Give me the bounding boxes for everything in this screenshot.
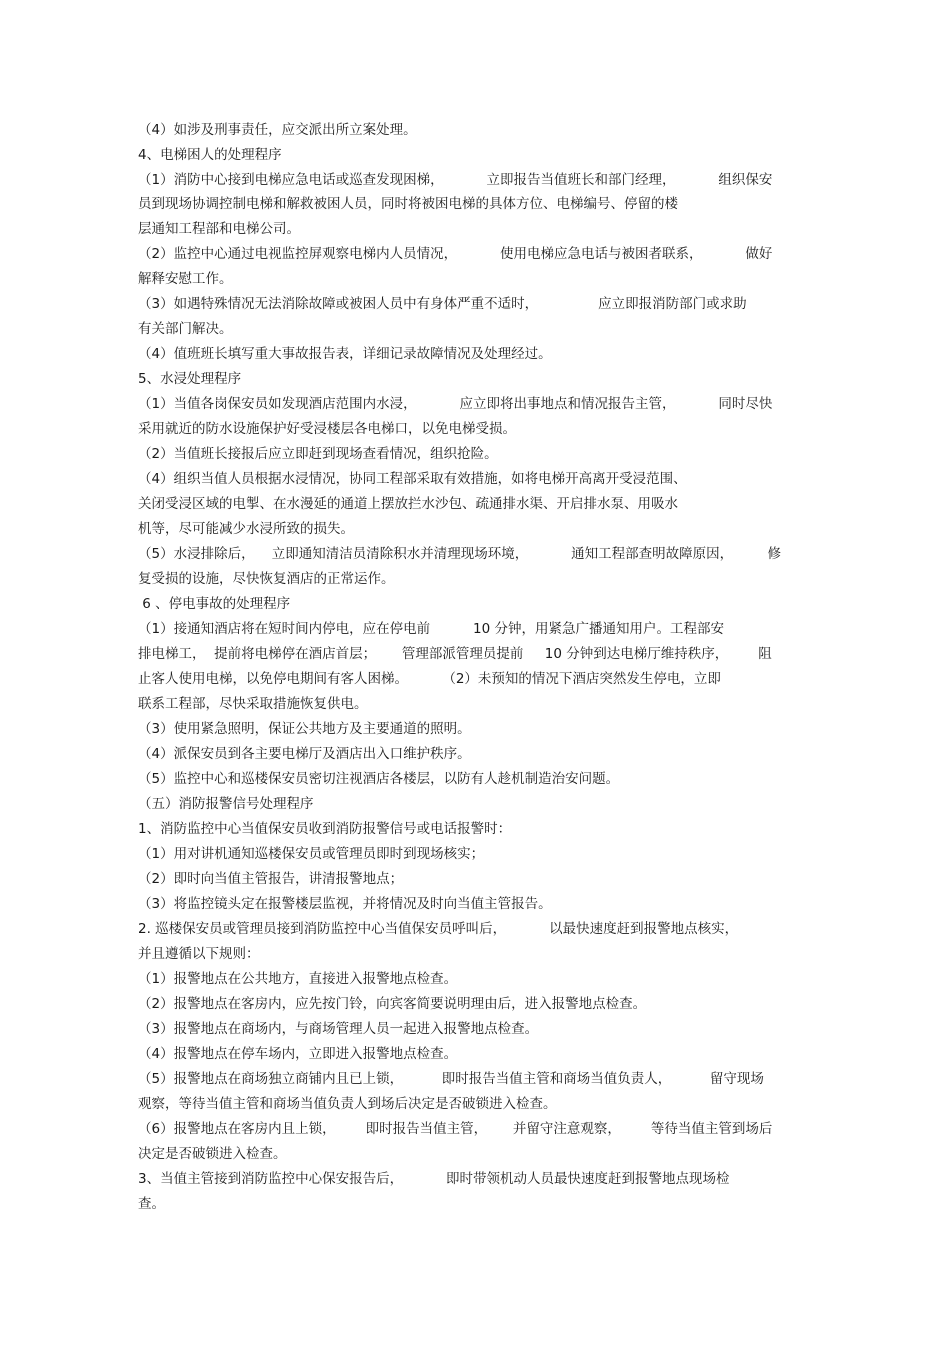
text-line: （6）报警地点在客房内且上锁， 即时报告当值主管， 并留守注意观察， 等待当值主管到场后 xyxy=(138,1121,773,1137)
text-line: （3）如遇特殊情况无法消除故障或被困人员中有身体严重不适时， 应立即报消防部门或求助 xyxy=(138,296,747,312)
text-line: 解释安慰工作。 xyxy=(138,271,233,287)
text-line: （4）派保安员到各主要电梯厅及酒店出入口维护秩序。 xyxy=(138,746,471,762)
text-line: （5）水浸排除后， 立即通知清洁员清除积水并清理现场环境， 通知工程部查明故障原因， 修 xyxy=(138,546,781,562)
text-line: 员到现场协调控制电梯和解救被困人员，同时将被困电梯的具体方位、电梯编号、停留的楼 xyxy=(138,196,678,212)
text-line: （1）报警地点在公共地方，直接进入报警地点检查。 xyxy=(138,971,458,987)
text-line: 4、电梯困人的处理程序 xyxy=(138,147,282,163)
text-line: （1）当值各岗保安员如发现酒店范围内水浸， 应立即将出事地点和情况报告主管， 同时尽快 xyxy=(138,396,773,412)
text-line: （3）将监控镜头定在报警楼层监视，并将情况及时向当值主管报告。 xyxy=(138,896,552,912)
text-line: 1、消防监控中心当值保安员收到消防报警信号或电话报警时： xyxy=(138,821,512,837)
text-line: （5）报警地点在商场独立商铺内且已上锁， 即时报告当值主管和商场当值负责人， 留守现场 xyxy=(138,1071,764,1087)
text-line: 3、当值主管接到消防监控中心保安报告后， 即时带领机动人员最快速度赶到报警地点现场检 xyxy=(138,1171,730,1187)
text-line: （3）报警地点在商场内，与商场管理人员一起进入报警地点检查。 xyxy=(138,1021,539,1037)
text-line: 6 、停电事故的处理程序 xyxy=(138,596,291,612)
text-line: 查。 xyxy=(138,1196,165,1212)
text-line: 止客人使用电梯，以免停电期间有客人困梯。 （2）未预知的情况下酒店突然发生停电，立即 xyxy=(138,671,721,687)
text-line: 5、水浸处理程序 xyxy=(138,371,242,387)
text-line: 并且遵循以下规则： xyxy=(138,946,260,962)
text-line: 排电梯工， 提前将电梯停在酒店首层； 管理部派管理员提前 10 分钟到达电梯厅维持秩序， 阻 xyxy=(138,646,772,662)
text-line: （4）报警地点在停车场内，立即进入报警地点检查。 xyxy=(138,1046,458,1062)
text-line: （1）用对讲机通知巡楼保安员或管理员即时到现场核实； xyxy=(138,846,485,862)
text-line: 复受损的设施，尽快恢复酒店的正常运作。 xyxy=(138,571,395,587)
text-line: （5）监控中心和巡楼保安员密切注视酒店各楼层，以防有人趁机制造治安问题。 xyxy=(138,771,620,787)
text-line: 关闭受浸区域的电掣、在水漫延的通道上摆放拦水沙包、疏通排水渠、开启排水泵、用吸水 xyxy=(138,496,678,512)
text-line: 有关部门解决。 xyxy=(138,321,233,337)
text-line: 采用就近的防水设施保护好受浸楼层各电梯口，以免电梯受损。 xyxy=(138,421,516,437)
text-line: （1）消防中心接到电梯应急电话或巡查发现困梯， 立即报告当值班长和部门经理， 组织保安 xyxy=(138,172,773,188)
text-line: （2）报警地点在客房内，应先按门铃，向宾客简要说明理由后，进入报警地点检查。 xyxy=(138,996,647,1012)
text-line: 联系工程部，尽快采取措施恢复供电。 xyxy=(138,696,368,712)
text-line: 机等，尽可能减少水浸所致的损失。 xyxy=(138,521,354,537)
text-line: （1）接通知酒店将在短时间内停电，应在停电前 10 分钟，用紧急广播通知用户。工程部安 xyxy=(138,621,724,637)
text-line: （五）消防报警信号处理程序 xyxy=(138,796,314,812)
text-line: 2. 巡楼保安员或管理员接到消防监控中心当值保安员呼叫后， 以最快速度赶到报警地点核实， xyxy=(138,921,739,937)
text-line: 层通知工程部和电梯公司。 xyxy=(138,221,300,237)
text-line: （4）组织当值人员根据水浸情况，协同工程部采取有效措施，如将电梯开高离开受浸范围、 xyxy=(138,471,687,487)
text-line: （3）使用紧急照明，保证公共地方及主要通道的照明。 xyxy=(138,721,471,737)
text-line: 决定是否破锁进入检查。 xyxy=(138,1146,287,1162)
text-line: （2）即时向当值主管报告，讲清报警地点； xyxy=(138,871,404,887)
text-line: （4）值班班长填写重大事故报告表，详细记录故障情况及处理经过。 xyxy=(138,346,552,362)
text-line: （4）如涉及刑事责任，应交派出所立案处理。 xyxy=(138,122,417,138)
text-line: （2）监控中心通过电视监控屏观察电梯内人员情况， 使用电梯应急电话与被困者联系， 做好 xyxy=(138,246,773,262)
text-line: （2）当值班长接报后应立即赶到现场查看情况，组织抢险。 xyxy=(138,446,498,462)
text-line: 观察，等待当值主管和商场当值负责人到场后决定是否破锁进入检查。 xyxy=(138,1096,557,1112)
